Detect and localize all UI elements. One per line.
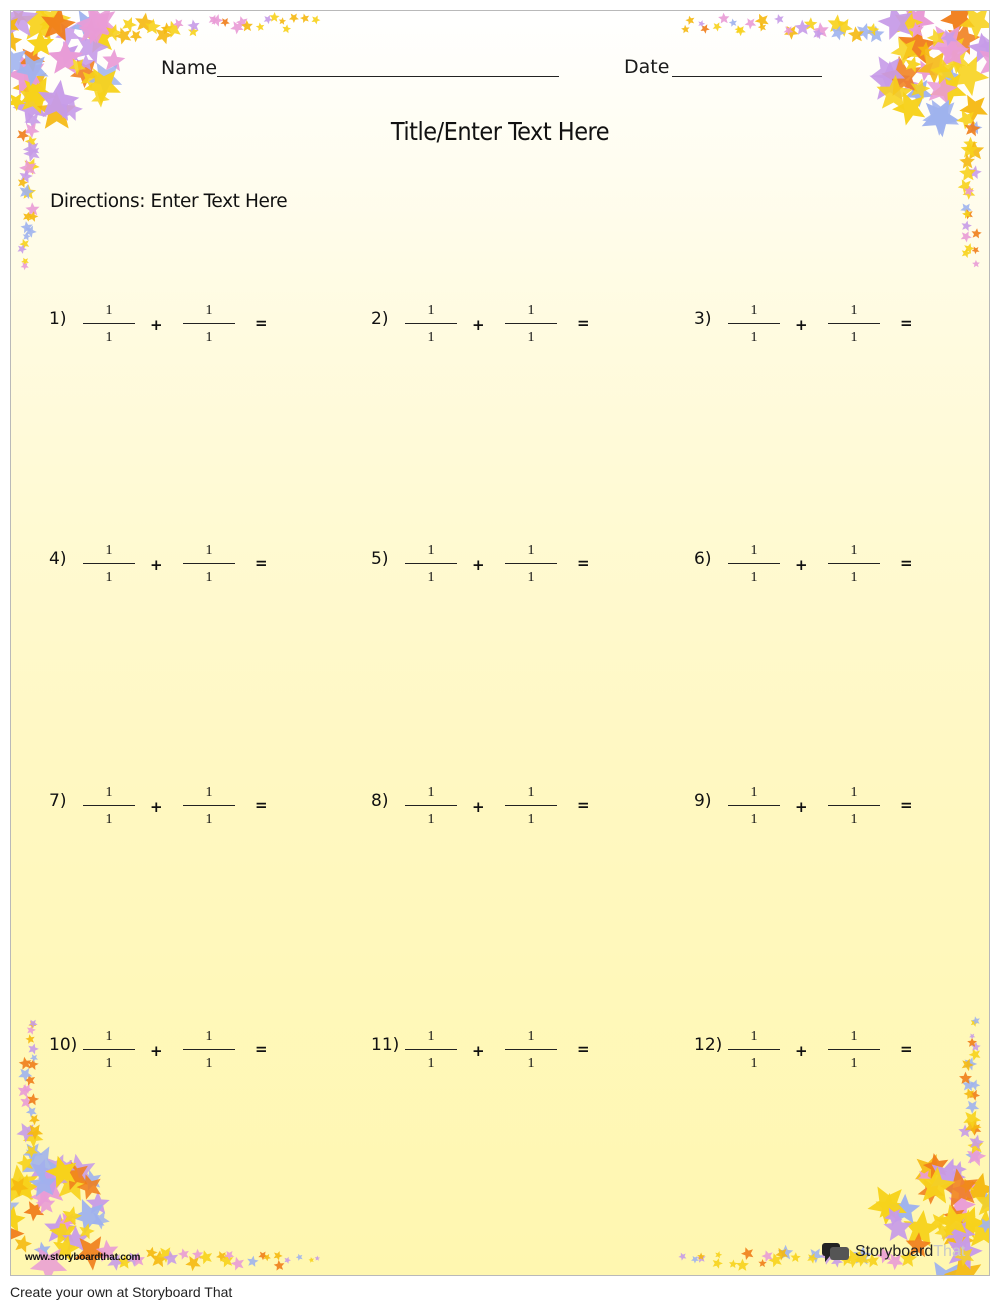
fraction-bar [728,1049,780,1050]
problem-5 [371,543,631,593]
fraction-bar [505,323,557,324]
fraction-b [828,303,880,346]
star-icon [25,1034,34,1043]
star-icon [220,18,229,27]
fraction-a-denominator[interactable]: 1 [427,812,435,827]
star-icon [27,1093,39,1105]
problem-number: 5) [371,549,389,569]
star-icon [718,13,729,24]
problem-number: 1) [49,309,67,329]
fraction-b-denominator[interactable]: 1 [850,812,858,827]
problem-1 [49,303,309,353]
footer-link[interactable]: Create your own at Storyboard That [10,1284,233,1300]
star-icon [256,23,265,32]
star-icon [274,1251,283,1260]
problem-number: 7) [49,791,67,811]
star-icon [309,1257,315,1263]
fraction-bar [505,563,557,564]
star-icon [282,24,291,33]
fraction-a [405,303,457,346]
fraction-a-numerator[interactable]: 1 [105,785,113,800]
star-icon [741,1247,753,1260]
fraction-a-denominator[interactable]: 1 [427,1056,435,1071]
equals-sign: = [255,1040,268,1058]
star-icon [729,1260,738,1269]
fraction-a [405,543,457,586]
fraction-bar [828,563,880,564]
star-icon [198,1250,212,1264]
fraction-a-denominator[interactable]: 1 [427,330,435,345]
fraction-b-numerator[interactable]: 1 [527,1029,535,1044]
star-icon [247,1256,258,1267]
star-icon [115,27,132,44]
date-field[interactable] [672,76,822,77]
fraction-b-denominator[interactable]: 1 [205,570,213,585]
watermark-url: www.storyboardthat.com [25,1252,141,1263]
equals-sign: = [255,314,268,332]
problem-9 [694,785,954,835]
fraction-a-denominator[interactable]: 1 [105,812,113,827]
fraction-bar [83,805,135,806]
plus-sign: + [795,316,808,334]
fraction-bar [183,805,235,806]
problem-number: 3) [694,309,712,329]
speech-bubble-icon [821,1241,851,1263]
equals-sign: = [577,796,590,814]
fraction-b-numerator[interactable]: 1 [205,303,213,318]
storyboardthat-logo [821,1241,965,1263]
fraction-a [728,785,780,828]
star-icon [698,20,705,27]
plus-sign: + [795,556,808,574]
problem-4 [49,543,309,593]
fraction-bar [728,563,780,564]
fraction-a-numerator[interactable]: 1 [427,785,435,800]
fraction-a-denominator[interactable]: 1 [105,1056,113,1071]
plus-sign: + [150,798,163,816]
fraction-a-denominator[interactable]: 1 [427,570,435,585]
problem-number: 12) [694,1035,723,1055]
star-icon [972,247,980,255]
star-icon [30,1054,38,1062]
brand-part2: That [933,1243,966,1260]
fraction-bar [505,1049,557,1050]
problem-number: 11) [371,1035,400,1055]
fraction-a [405,785,457,828]
star-icon [284,1257,291,1264]
star-icon [178,1248,189,1259]
star-icon [130,30,143,42]
fraction-b [505,785,557,828]
fraction-a-numerator[interactable]: 1 [105,1029,113,1044]
star-icon [29,1020,38,1028]
fraction-a-numerator[interactable]: 1 [427,303,435,318]
name-label: Name [161,57,218,79]
equals-sign: = [900,1040,913,1058]
fraction-a-numerator[interactable]: 1 [427,543,435,558]
fraction-b-numerator[interactable]: 1 [205,1029,213,1044]
star-icon [745,18,757,29]
fraction-a-denominator[interactable]: 1 [750,330,758,345]
problem-number: 2) [371,309,389,329]
fraction-b [505,543,557,586]
fraction-b-denominator[interactable]: 1 [850,330,858,345]
fraction-b [183,785,235,828]
star-icon [736,1259,749,1271]
problem-8 [371,785,631,835]
fraction-b-numerator[interactable]: 1 [527,543,535,558]
fraction-a-denominator[interactable]: 1 [750,570,758,585]
star-icon [961,231,972,242]
fraction-bar [828,1049,880,1050]
fraction-bar [183,563,235,564]
fraction-b-denominator[interactable]: 1 [850,570,858,585]
star-icon [729,19,737,27]
problem-3 [694,303,954,353]
problem-number: 10) [49,1035,78,1055]
fraction-a-numerator[interactable]: 1 [750,303,758,318]
fraction-a-numerator[interactable]: 1 [427,1029,435,1044]
star-icon [27,1025,36,1034]
fraction-b-numerator[interactable]: 1 [527,785,535,800]
star-icon [231,1257,244,1271]
star-icon [274,1260,285,1271]
star-icon [122,17,137,32]
fraction-b-denominator[interactable]: 1 [527,330,535,345]
fraction-b [505,303,557,346]
star-icon [774,14,784,24]
plus-sign: + [150,1042,163,1060]
star-icon [758,23,766,32]
fraction-a [83,543,135,586]
fraction-a-numerator[interactable]: 1 [105,303,113,318]
equals-sign: = [577,1040,590,1058]
star-icon [27,1059,38,1070]
fraction-bar [728,805,780,806]
star-icon [11,30,22,52]
fraction-b-numerator[interactable]: 1 [850,785,858,800]
fraction-b [505,1029,557,1072]
equals-sign: = [900,796,913,814]
star-icon [678,1253,686,1261]
fraction-b-numerator[interactable]: 1 [850,543,858,558]
plus-sign: + [472,316,485,334]
star-icon [685,16,694,25]
fraction-a-denominator[interactable]: 1 [105,330,113,345]
directions-text[interactable]: Directions: Enter Text Here [50,191,288,212]
fraction-b-numerator[interactable]: 1 [205,785,213,800]
star-icon [279,17,286,24]
plus-sign: + [472,556,485,574]
fraction-a [83,1029,135,1072]
problem-2 [371,303,631,353]
plus-sign: + [150,556,163,574]
plus-sign: + [795,1042,808,1060]
plus-sign: + [150,316,163,334]
brand-part1: Storyboard [855,1243,934,1260]
fraction-b-denominator[interactable]: 1 [850,1056,858,1071]
name-field[interactable] [217,76,559,77]
problem-6 [694,543,954,593]
worksheet-page [10,10,990,1276]
fraction-b-denominator[interactable]: 1 [527,812,535,827]
fraction-b [828,1029,880,1072]
fraction-b [183,303,235,346]
star-icon [11,1206,26,1232]
date-label: Date [624,56,670,78]
fraction-b [828,543,880,586]
plus-sign: + [472,1042,485,1060]
fraction-a [728,543,780,586]
worksheet-title[interactable]: Title/Enter Text Here [390,117,610,146]
fraction-b [183,543,235,586]
fraction-a [83,785,135,828]
star-icon [972,228,982,238]
fraction-bar [83,1049,135,1050]
problem-12 [694,1029,954,1079]
fraction-a-numerator[interactable]: 1 [750,1029,758,1044]
fraction-a-numerator[interactable]: 1 [105,543,113,558]
star-icon [296,1254,303,1261]
problem-number: 4) [49,549,67,569]
fraction-b-numerator[interactable]: 1 [850,303,858,318]
equals-sign: = [577,554,590,572]
fraction-bar [828,323,880,324]
fraction-a-denominator[interactable]: 1 [750,812,758,827]
star-icon [681,25,690,33]
problem-number: 6) [694,549,712,569]
fraction-b-denominator[interactable]: 1 [205,330,213,345]
fraction-a [728,303,780,346]
star-icon [185,1256,201,1271]
star-icon [315,1256,320,1261]
star-icon [965,1101,979,1114]
plus-sign: + [472,798,485,816]
fraction-bar [505,805,557,806]
fraction-bar [405,1049,457,1050]
fraction-bar [828,805,880,806]
equals-sign: = [900,314,913,332]
fraction-b-numerator[interactable]: 1 [850,1029,858,1044]
equals-sign: = [900,554,913,572]
fraction-a [83,303,135,346]
fraction-a [728,1029,780,1072]
star-icon [691,1256,699,1264]
fraction-bar [83,323,135,324]
fraction-bar [728,323,780,324]
fraction-b [183,1029,235,1072]
equals-sign: = [255,554,268,572]
star-icon [713,22,722,31]
star-icon [713,1258,723,1269]
fraction-a-numerator[interactable]: 1 [750,543,758,558]
fraction-bar [405,563,457,564]
star-icon [715,1251,722,1258]
fraction-b-numerator[interactable]: 1 [205,543,213,558]
plus-sign: + [795,798,808,816]
star-icon [312,15,321,24]
star-icon [791,1252,801,1262]
fraction-bar [405,323,457,324]
fraction-b-denominator[interactable]: 1 [527,570,535,585]
star-icon [969,1034,975,1040]
star-icon [758,1259,766,1267]
problem-number: 9) [694,791,712,811]
problem-11 [371,1029,631,1079]
star-icon [962,221,972,232]
fraction-a-denominator[interactable]: 1 [105,570,113,585]
fraction-b [828,785,880,828]
star-icon [300,14,309,24]
star-icon [15,1235,32,1253]
star-icon [28,1044,39,1055]
fraction-a [405,1029,457,1072]
equals-sign: = [577,314,590,332]
star-icon [969,1049,981,1061]
star-icon [289,14,299,24]
fraction-bar [405,805,457,806]
fraction-b-denominator[interactable]: 1 [527,1056,535,1071]
fraction-bar [83,563,135,564]
equals-sign: = [255,796,268,814]
fraction-a-denominator[interactable]: 1 [750,1056,758,1071]
problem-7 [49,785,309,835]
fraction-b-numerator[interactable]: 1 [527,303,535,318]
star-icon [972,260,980,268]
problem-10 [49,1029,309,1079]
fraction-bar [183,1049,235,1050]
star-icon [26,1107,37,1118]
fraction-b-denominator[interactable]: 1 [205,1056,213,1071]
fraction-bar [183,323,235,324]
fraction-b-denominator[interactable]: 1 [205,812,213,827]
fraction-a-numerator[interactable]: 1 [750,785,758,800]
problem-number: 8) [371,791,389,811]
